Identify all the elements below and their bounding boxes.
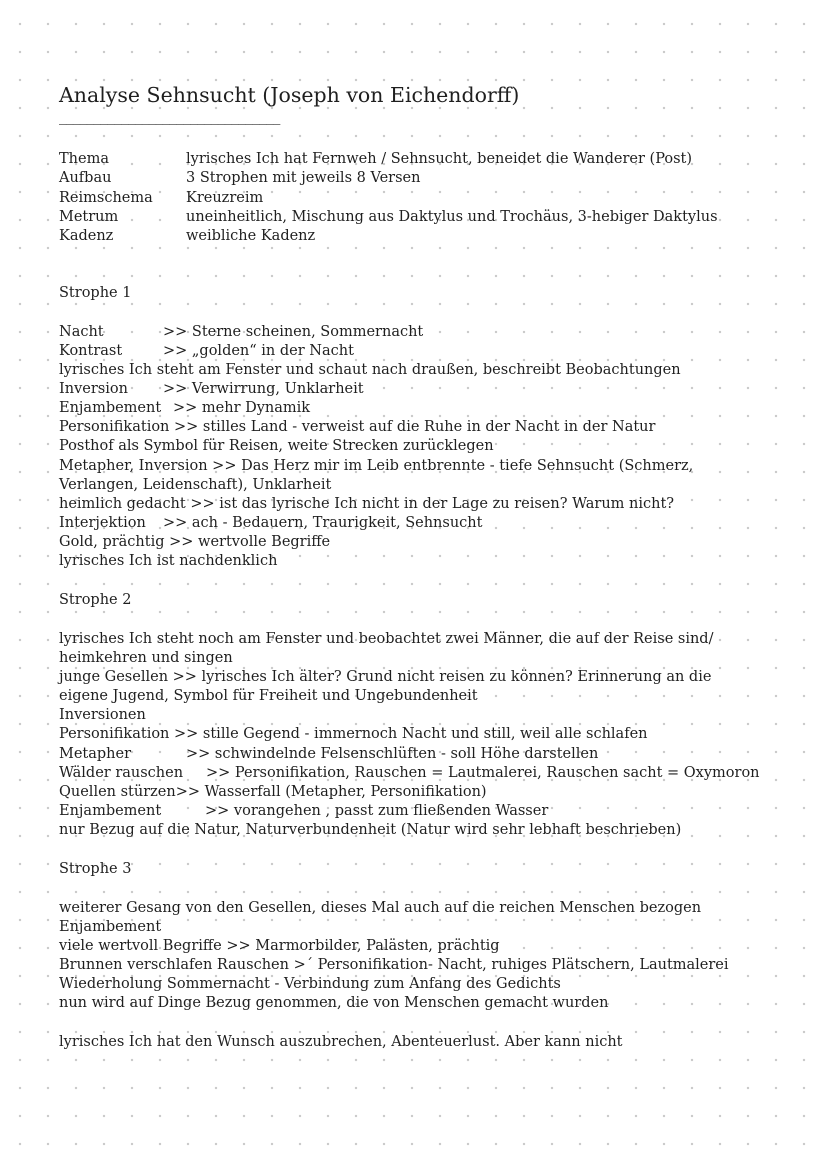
note-line	[59, 514, 482, 533]
note-line: Personifikation >> stilles Land - verweist auf die Ruhe in der Nacht in der Natur	[59, 419, 656, 435]
note-line: Enjambement	[59, 919, 162, 935]
note-line: Verlangen, Leidenschaft), Unklarheit	[59, 477, 332, 493]
note-line: viele wertvoll Begriffe >> Marmorbilder, Palästen, prächtig	[59, 938, 500, 954]
note-line: Gold, prächtig >> wertvolle Begriffe	[59, 534, 331, 550]
note-text: >> Verwirrung, Unklarheit	[163, 381, 364, 397]
section-heading-strophe-1: Strophe 1	[59, 285, 132, 301]
note-line	[59, 380, 364, 399]
meta-value: uneinheitlich, Mischung aus Daktylus und Trochäus, 3-hebiger Daktylus	[186, 208, 718, 225]
note-line	[59, 745, 598, 764]
note-line	[59, 342, 354, 361]
note-line: Wiederholung Sommernacht - Verbindung zum Anfang des Gedichts	[59, 976, 561, 992]
conclusion-line: lyrisches Ich hat den Wunsch auszubrechen, Abenteuerlust. Aber kann nicht	[59, 1034, 623, 1050]
note-key: Interjektion	[59, 515, 146, 531]
meta-value: weibliche Kadenz	[186, 228, 316, 245]
note-line: Metapher, Inversion >> Das Herz mir im Leib entbrennte - tiefe Sehnsucht (Schmerz,	[59, 458, 694, 474]
note-line: Posthof als Symbol für Reisen, weite Strecken zurücklegen	[59, 438, 494, 454]
note-key: Metapher	[59, 746, 132, 762]
note-line: Brunnen verschlafen Rauschen >´ Personifikation- Nacht, ruhiges Plätschern, Lautmalerei	[59, 957, 729, 973]
note-line: junge Gesellen >> lyrisches Ich älter? Grund nicht reisen zu können? Erinnerung an die	[59, 669, 712, 685]
note-text: >> mehr Dynamik	[173, 400, 311, 416]
note-key: Enjambement	[59, 400, 162, 416]
note-line	[59, 399, 310, 418]
note-line: Personifikation >> stille Gegend - immernoch Nacht und still, weil alle schlafen	[59, 726, 648, 742]
note-line: lyrisches Ich steht noch am Fenster und beobachtet zwei Männer, die auf der Reise sind/	[59, 631, 714, 647]
title-underline: ________________________________	[59, 107, 280, 125]
note-line: eigene Jugend, Symbol für Freiheit und Ungebundenheit	[59, 688, 478, 704]
note-key: Inversion	[59, 381, 128, 397]
note-text: >> Personifikation, Rauschen = Lautmalerei, Rauschen sacht = Oxymoron	[206, 765, 760, 781]
meta-key: Aufbau	[59, 170, 112, 187]
meta-value: lyrisches Ich hat Fernweh / Sehnsucht, beneidet die Wanderer (Post)	[186, 151, 693, 167]
note-text: >> schwindelnde Felsenschlüften - soll Höhe darstellen	[186, 746, 599, 762]
note-line: nur Bezug auf die Natur, Naturverbundenheit (Natur wird sehr lebhaft beschrieben)	[59, 822, 682, 838]
note-line	[59, 802, 548, 821]
note-line: nun wird auf Dinge Bezug genommen, die von Menschen gemacht wurden	[59, 995, 609, 1011]
section-heading-strophe-2: Strophe 2	[59, 592, 132, 608]
meta-value: Kreuzreim	[186, 189, 264, 206]
note-text: >> ach - Bedauern, Traurigkeit, Sehnsucht	[163, 515, 483, 531]
note-key: Wälder rauschen	[59, 765, 184, 781]
note-line: weiterer Gesang von den Gesellen, dieses Mal auch auf die reichen Menschen bezogen	[59, 900, 702, 916]
note-line: Inversionen	[59, 707, 146, 723]
note-line	[59, 764, 760, 783]
note-key: Enjambement	[59, 803, 162, 819]
meta-key: Metrum	[59, 208, 119, 225]
section-heading-strophe-3: Strophe 3	[59, 861, 132, 877]
note-line: lyrisches Ich steht am Fenster und schaut nach draußen, beschreibt Beobachtungen	[59, 362, 681, 378]
note-key: Kontrast	[59, 343, 123, 359]
note-line: Quellen stürzen>> Wasserfall (Metapher, Personifikation)	[59, 784, 487, 800]
note-key: Nacht	[59, 324, 104, 340]
meta-value: 3 Strophen mit jeweils 8 Versen	[186, 170, 421, 187]
note-line	[59, 323, 423, 342]
page-title: Analyse Sehnsucht (Joseph von Eichendorff)	[59, 83, 520, 107]
meta-key: Thema	[59, 151, 109, 167]
note-line: heimlich gedacht >> ist das lyrische Ich nicht in der Lage zu reisen? Warum nicht?	[59, 496, 675, 512]
note-line: lyrisches Ich ist nachdenklich	[59, 553, 278, 569]
meta-key: Kadenz	[59, 228, 114, 245]
note-line: heimkehren und singen	[59, 650, 233, 666]
note-text: >> „golden“ in der Nacht	[163, 343, 354, 359]
meta-key: Reimschema	[59, 189, 153, 206]
note-text: >> vorangehen , passt zum fließenden Wasser	[205, 803, 549, 819]
note-text: >> Sterne scheinen, Sommernacht	[163, 324, 424, 340]
